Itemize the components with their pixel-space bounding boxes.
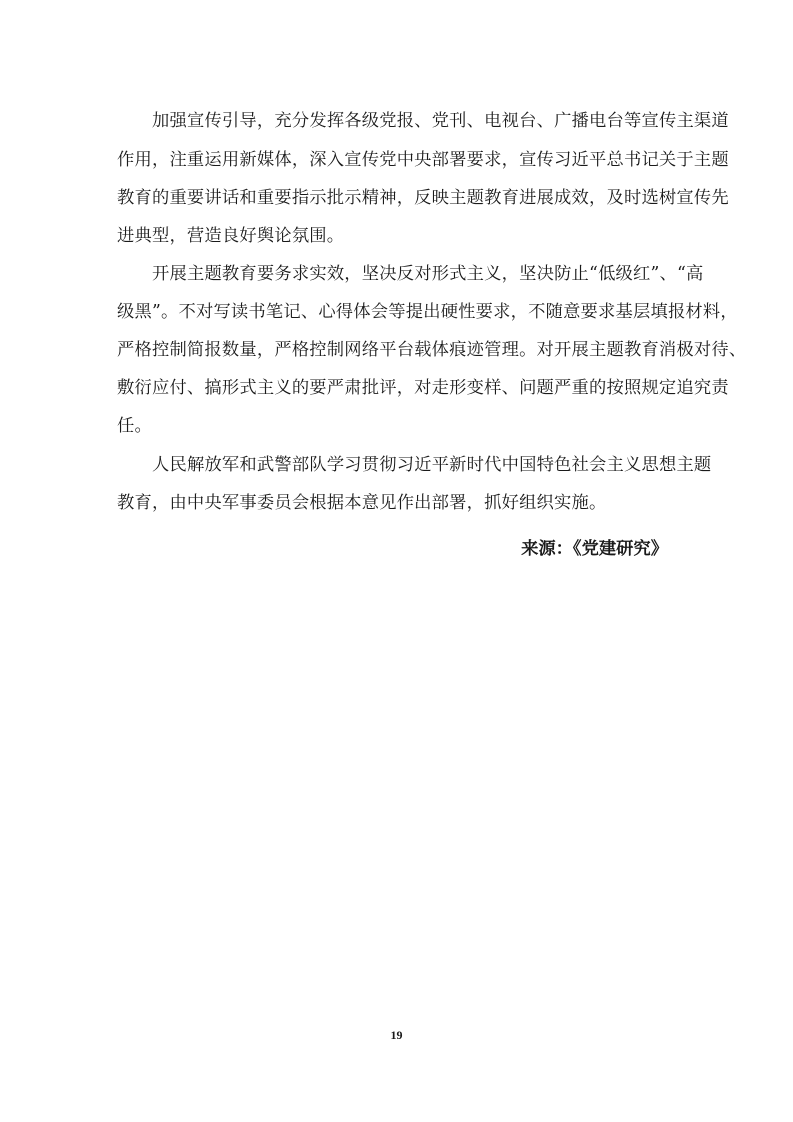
paragraph-1-line-1: 加强宣传引导，充分发挥各级党报、党刊、电视台、广播电台等宣传主渠道 <box>152 111 729 131</box>
paragraph-2-line-5: 任。 <box>117 416 152 436</box>
paragraph-3-line-2: 教育，由中央军事委员会根据本意见作出部署，抓好组织实施。 <box>117 493 607 513</box>
paragraph-1-line-2: 作用，注重运用新媒体，深入宣传党中央部署要求，宣传习近平总书记关于主题 <box>117 150 729 170</box>
paragraph-1-line-4: 进典型，营造良好舆论氛围。 <box>117 226 345 246</box>
paragraph-3-line-1: 人民解放军和武警部队学习贯彻习近平新时代中国特色社会主义思想主题 <box>152 455 712 475</box>
paragraph-2-line-1: 开展主题教育要务求实效，坚决反对形式主义，坚决防止“低级红”、“高 <box>152 264 704 284</box>
paragraph-2-line-4: 敷衍应付、搞形式主义的要严肃批评，对走形变样、问题严重的按照规定追究责 <box>117 378 729 398</box>
paragraph-2-line-2: 级黑”。不对写读书笔记、心得体会等提出硬性要求，不随意要求基层填报材料， <box>117 302 738 322</box>
source-attribution: 来源：《党建研究》 <box>521 539 668 559</box>
paragraph-1-line-3: 教育的重要讲话和重要指示批示精神，反映主题教育进展成效，及时选树宣传先 <box>117 188 729 208</box>
paragraph-2-line-3: 严格控制简报数量，严格控制网络平台载体痕迹管理。对开展主题教育消极对待、 <box>117 340 747 360</box>
page-number: 19 <box>390 1028 403 1042</box>
